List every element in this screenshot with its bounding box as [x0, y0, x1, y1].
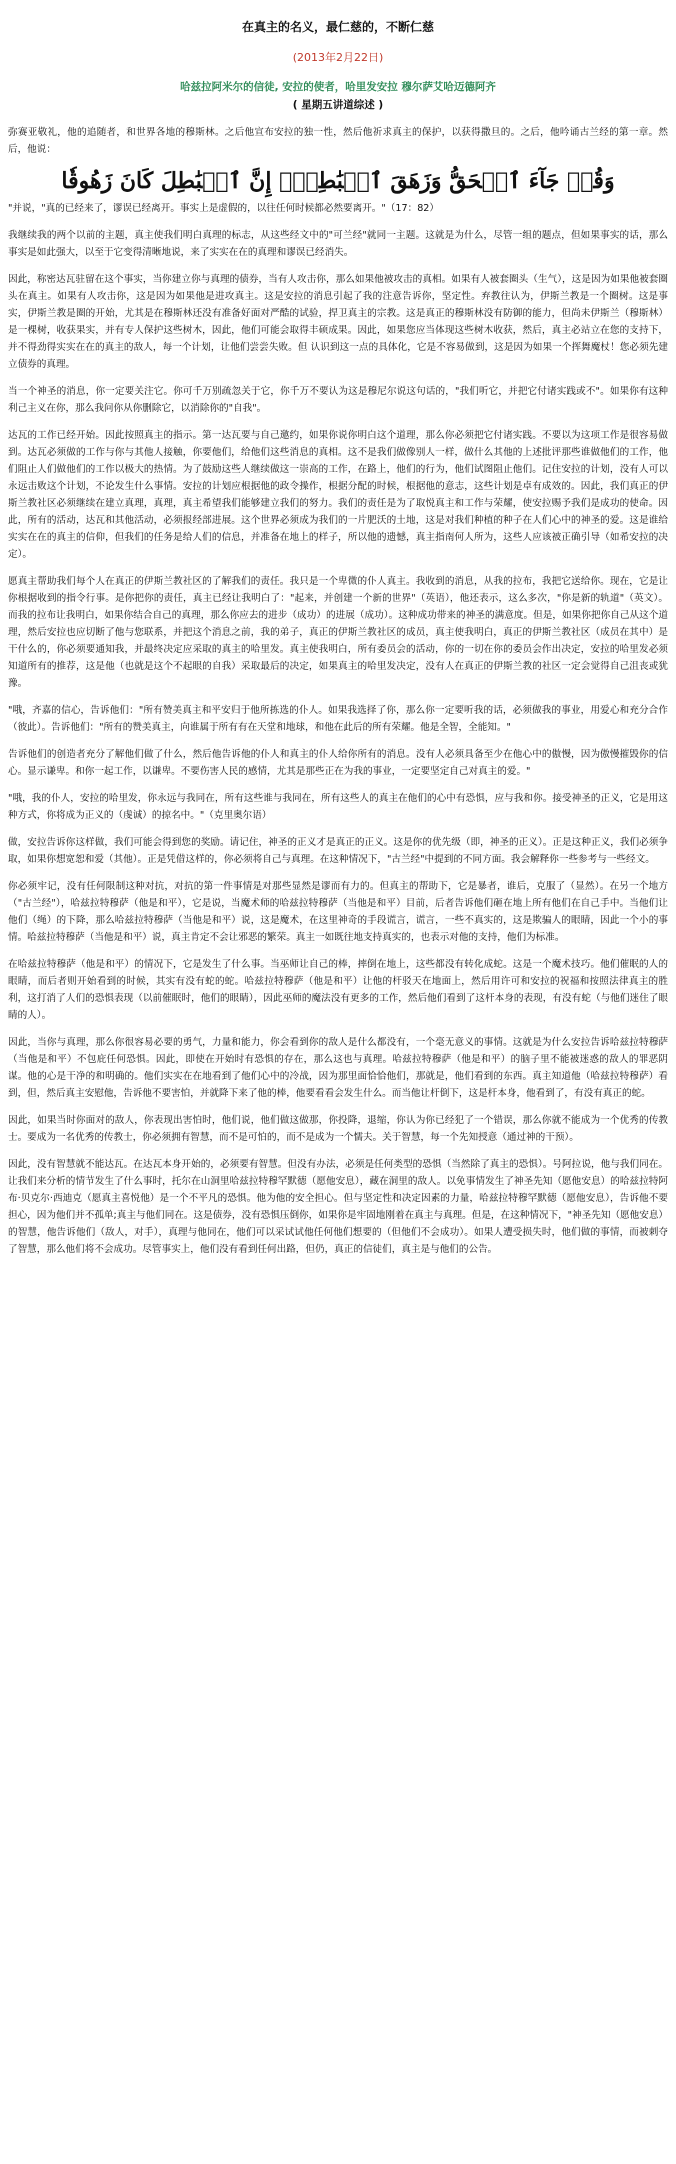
- paragraph: 愿真主帮助我们每个人在真正的伊斯兰教社区的了解我们的责任。我只是一个卑微的仆人真主。我收到的消息，从我的拉布，我把它送给你。现在，它是让你根据收到的指令行事。是你把你的责任，真主已经让我明白了："起来，并创建一个新的世界"（英语），他还表示，这么多次，"你是新的轨道"（英文）。而我的拉布让我明白，如果你结合自己的真理，那么你应去的进步（成功）的进展（成功）。这种成功带来的神圣的满意度。但是，如果你把你自己从这个道理，然后安拉也应切断了他与您联系，并把这个消息之前，我的弟子，真正的伊斯兰教社区的成员，真主使我明白，真正的伊斯兰教社区（成员在其中）是干什么的，你必须要通知我，并最终决定应采取的真主的哈里发。真主使我明白，所有委员会的活动，你的一切在你的委员会作出决定，安拉的哈里发必须知道所有的推荐，这是他（也就是这个不起眼的自我）采取最后的决定，如果真主的哈里发决定，没有人在真正的伊斯兰教的社区一定会觉得自己沮丧或犹豫。: [8, 576, 668, 689]
- paragraph-verse-translation: "并说，"真的已经来了，谬误已经离开。事实上是虚假的，以往任何时候都必然要离开。"（17：82）: [8, 203, 439, 214]
- paragraph: 你必须牢记，没有任何限制这种对抗，对抗的第一件事情是对那些显然是谬而有力的。但真主的帮助下，它是暴者，谁后，克服了（显然）。在另一个地方（"古兰经"），哈兹拉特穆萨（他是和平），它是说，当魔术师的哈兹拉特穆萨（当他是和平）目前，后者告诉他们砸在地上所有他们在自己手中。当他们让他们（绳）的下降，那么哈兹拉特穆萨（当他是和平）说，这是魔术，在这里神奇的手段谎言，谎言，一些不真实的，这是欺骗人的眼睛，因此一个小的事情。哈兹拉特穆萨（当他是和平）说，真主肯定不会让邪恶的繁荣。真主一如既往地支持真实的，也表示对他的支持，他们为标准。: [8, 881, 668, 943]
- paragraph: "哦，我的仆人，安拉的哈里发，你永远与我同在，所有这些谁与我同在，所有这些人的真主在他们的心中有恐惧，应与我和你。接受神圣的正义，它是用这种方式，你将成为正义的（虔诚）的掠名中。"（克里奥尔语）: [8, 793, 668, 821]
- sermon-subtitle: ( 星期五讲道综述 ): [292, 99, 384, 111]
- paragraph: 因此，如果当时你面对的敌人，你表现出害怕时，他们说，他们做这做那，你投降，退缩，你认为你已经犯了一个错误，那么你就不能成为一个优秀的传教士。要成为一名优秀的传教士，你必须拥有智慧，而不是可怕的，而不是成为一个懦夫。关于智慧，每一个先知授意（通过神的干预）。: [8, 1115, 668, 1143]
- paragraph: 因此，当你与真理，那么你很容易必要的勇气，力量和能力，你会看到你的敌人是什么都没有，一个毫无意义的事情。这就是为什么安拉告诉哈兹拉特穆萨（当他是和平）不包庇任何恐惧。因此，即使在开始时有恐惧的存在，那么这也与真理。哈兹拉特穆萨（他是和平）的脑子里不能被迷惑的敌人的罪恶阴谋。他的心是干净的和明确的。他们实实在在地看到了他们心中的冷战，因为那里面恰恰他们，那就是，他们看到的东西。真主知道他（哈兹拉特穆萨）看到，但，然后真主安慰他，告诉他不要害怕，并就降下来了他的棒，他要看看会发生什么。而当他让杆倒下，这是杆本身，他看到了，有没有真正的蛇。: [8, 1037, 668, 1099]
- paragraph: 做，安拉告诉你这样做，我们可能会得到您的奖励。请记住，神圣的正义才是真正的正义。这是你的优先级（即，神圣的正义）。正是这种正义，我们必须争取，如果你想宽恕和爱（其他）。正是凭借这样的，你必须将自己与真理。在这种情况下，"古兰经"中提到的不同方面。我会解释你一些参考与一些经文。: [8, 837, 668, 865]
- speaker-line: 哈兹拉阿米尔的信徒, 安拉的使者，哈里发安拉 穆尔萨艾哈迈德阿齐: [180, 81, 496, 93]
- paragraph: 当一个神圣的消息，你一定要关注它。你可千万别疏忽关于它，你千万不要认为这是穆尼尔说这句话的，"我们听它，并把它付诸实践或不"。如果你有这种利己主义在你，那么我问你从你删除它，以消除你的"自我"。: [8, 386, 668, 414]
- paragraph: 因此，没有智慧就不能达瓦。在达瓦本身开始的，必须要有智慧。但没有办法，必须是任何类型的恐惧（当然除了真主的恐惧）。号阿拉说，他与我们同在。让我们来分析的情节发生了什么事时，托尔在山洞里哈兹拉特穆罕默德（愿他安息），藏在洞里的敌人。以免事情发生了神圣先知（愿他安息）的哈兹拉特阿布·贝克尔·西迪克（愿真主喜悦他）是一个不平凡的恐惧。他为他的安全担心。但与坚定性和决定因素的力量，哈兹拉特穆罕默德（愿他安息），告诉他不要担心，因为他们并不孤单;真主与他们同在。这是债券，没有恐惧压倒你，如果你是牢固地刚着在真主与真理。但是，在这种情况下，"神圣先知（愿他安息）的智慧，他告诉他们（敌人，对手），真理与他同在，他们可以采试试他任何他们想要的（但他们不会成功）。如果人遭受损失时，他们做的事情，而被刺夺了智慧，那么他们将不会成功。尽管事实上，他们没有看到任何出路，但仍，真正的信徒们，真主是与他们的公告。: [8, 1159, 669, 1255]
- page-title: 在真主的名义，最仁慈的，不断仁慈: [241, 20, 434, 34]
- paragraph: 在哈兹拉特穆萨（他是和平）的情况下，它是发生了什么事。当巫师让自己的棒，摔倒在地上，这些都没有转化成蛇。这是一个魔术技巧。他们催眠的人的眼睛，而后者则开始看到的时候，其实有没有蛇的蛇。哈兹拉特穆萨（他是和平）让他的杆驳天在地面上，然后用许可和安拉的祝福和按照法律真主的胜利，这打消了人们的恐惧表现（以前催眠时，他们的眼睛），因此巫师的魔法没有更多的工作，然后他们看到了这杆本身的表现，有没有蛇（与他们迷住了眼睛的人）。: [8, 959, 668, 1021]
- paragraph: "哦，齐嘉的信心，告诉他们："所有赞美真主和平安归于他所拣选的仆人。如果我选择了你，那么你一定要听我的话，必须做我的事业，用爱心和充分合作（彼此）。告诉他们："所有的赞美真主，向谁属于所有有在天堂和地球，和他在此后的所有荣耀。他是全智，全能知。": [8, 705, 668, 733]
- quran-verse-arabic: وَقُلۡ جَآءَ ٱلۡحَقُّ وَزَهَقَ ٱلۡبَٰطِلُۚ إِنَّ ٱلۡبَٰطِلَ كَانَ زَهُوقٗا: [61, 168, 615, 194]
- paragraph: 达瓦的工作已经开始。因此按照真主的指示。第一达瓦要与自己邀约，如果你说你明白这个道理，那么你必须把它付诸实践。不要以为这项工作是很容易做到。达瓦必须做的工作与你与其他人接触，你要他们，给他们这些消息的真相。这不是我们做像别人一样，做什么其他的上述批评那些谁做他们的工作，他们阻止人们做他们的工作以极大的热情。为了鼓励这些人继续做这一崇高的工作，在路上，他们的行为，他们试图阻止他们。记住安拉的计划，没有人可以永远击败这个计划，不论发生什么事情。安拉的计划应根据他的政令操作，根据分配的时候，根据他的意志，这些计划是卓有成效的。因此，我们真正的伊斯兰教社区必须继续在建立真理，真理，真主希望我们能够建立我们的努力。我们的责任是为了取悦真主和工作与荣耀，使安拉赐予我们是成功的使命。因此，所有的活动，达瓦和其他活动，必须报经部进展。这个世界必须成为我们的一片肥沃的土地，这是对我们种植的种子在人们心中的神圣的爱。这是谁给实实在在的真主的信仰，但我们的任务是给人们的信息，并准备在地上的样子，所以他的遗憾，真主指南何人所为，这些人应该被正确引导（如希安拉的决定）。: [8, 430, 668, 560]
- document-page: [8, 0, 668, 1258]
- paragraph: 因此，称密达瓦驻留在这个事实，当你建立你与真理的债券，当有人攻击你，那么如果他被攻击的真相。如果有人被套圈头（生气），这是因为如果他被套圈头在真主。如果有人攻击你，这是因为如果他是进攻真主。这是安拉的消息引起了我的注意告诉你，坚定性。弃教往认为，伊斯兰教是一个圈树。这是事实，伊斯兰教是圈的开始，尤其是在穆斯林还没有准备好面对严酷的试验，捍卫真主的宗教。这是真正的穆斯林没有防御的能力，但尚未伊斯兰（穆斯林）是一棵树，收获果实，并有专人保护这些树木，因此，他们可能会取得丰硕成果。因此，如果您应当体现这些树木收获，然后，真主必站立在您的支持下，并不得劲得实实在在的真主的敌人，每一个计划，让他们尝尝失败。但 认识到这一点的具体化，它是不容易做到，这是因为如果一个挥舞魔杖！您必须先建立债券的真理。: [8, 274, 668, 370]
- paragraph: 告诉他们的创造者充分了解他们做了什么，然后他告诉他的仆人和真主的仆人给你所有的消息。没有人必须具备至少在他心中的傲慢，因为傲慢摧毁你的信心。显示谦卑。和你一起工作，以谦卑。不要伤害人民的感情，尤其是那些正在为我的事业，一定要坚定自己对真主的爱。": [8, 749, 668, 777]
- sermon-body: [8, 124, 668, 1258]
- paragraph-intro: 弥赛亚敬礼，他的追随者，和世界各地的穆斯林。之后他宣布安拉的独一性，然后他祈求真主的保护，以获得撒旦的。之后，他吟诵古兰经的第一章。然后，他说：: [8, 127, 668, 155]
- sermon-date: (2013年2月22日): [292, 51, 384, 64]
- paragraph: 我继续我的两个以前的主题，真主使我们明白真理的标志，从这些经文中的"可兰经"就同一主题。这就是为什么，尽管一组的题点，但如果事实的话，那么事实是如此强大，以至于它变得清晰地说，来了实实在在的真理和谬误已经消失。: [8, 230, 668, 258]
